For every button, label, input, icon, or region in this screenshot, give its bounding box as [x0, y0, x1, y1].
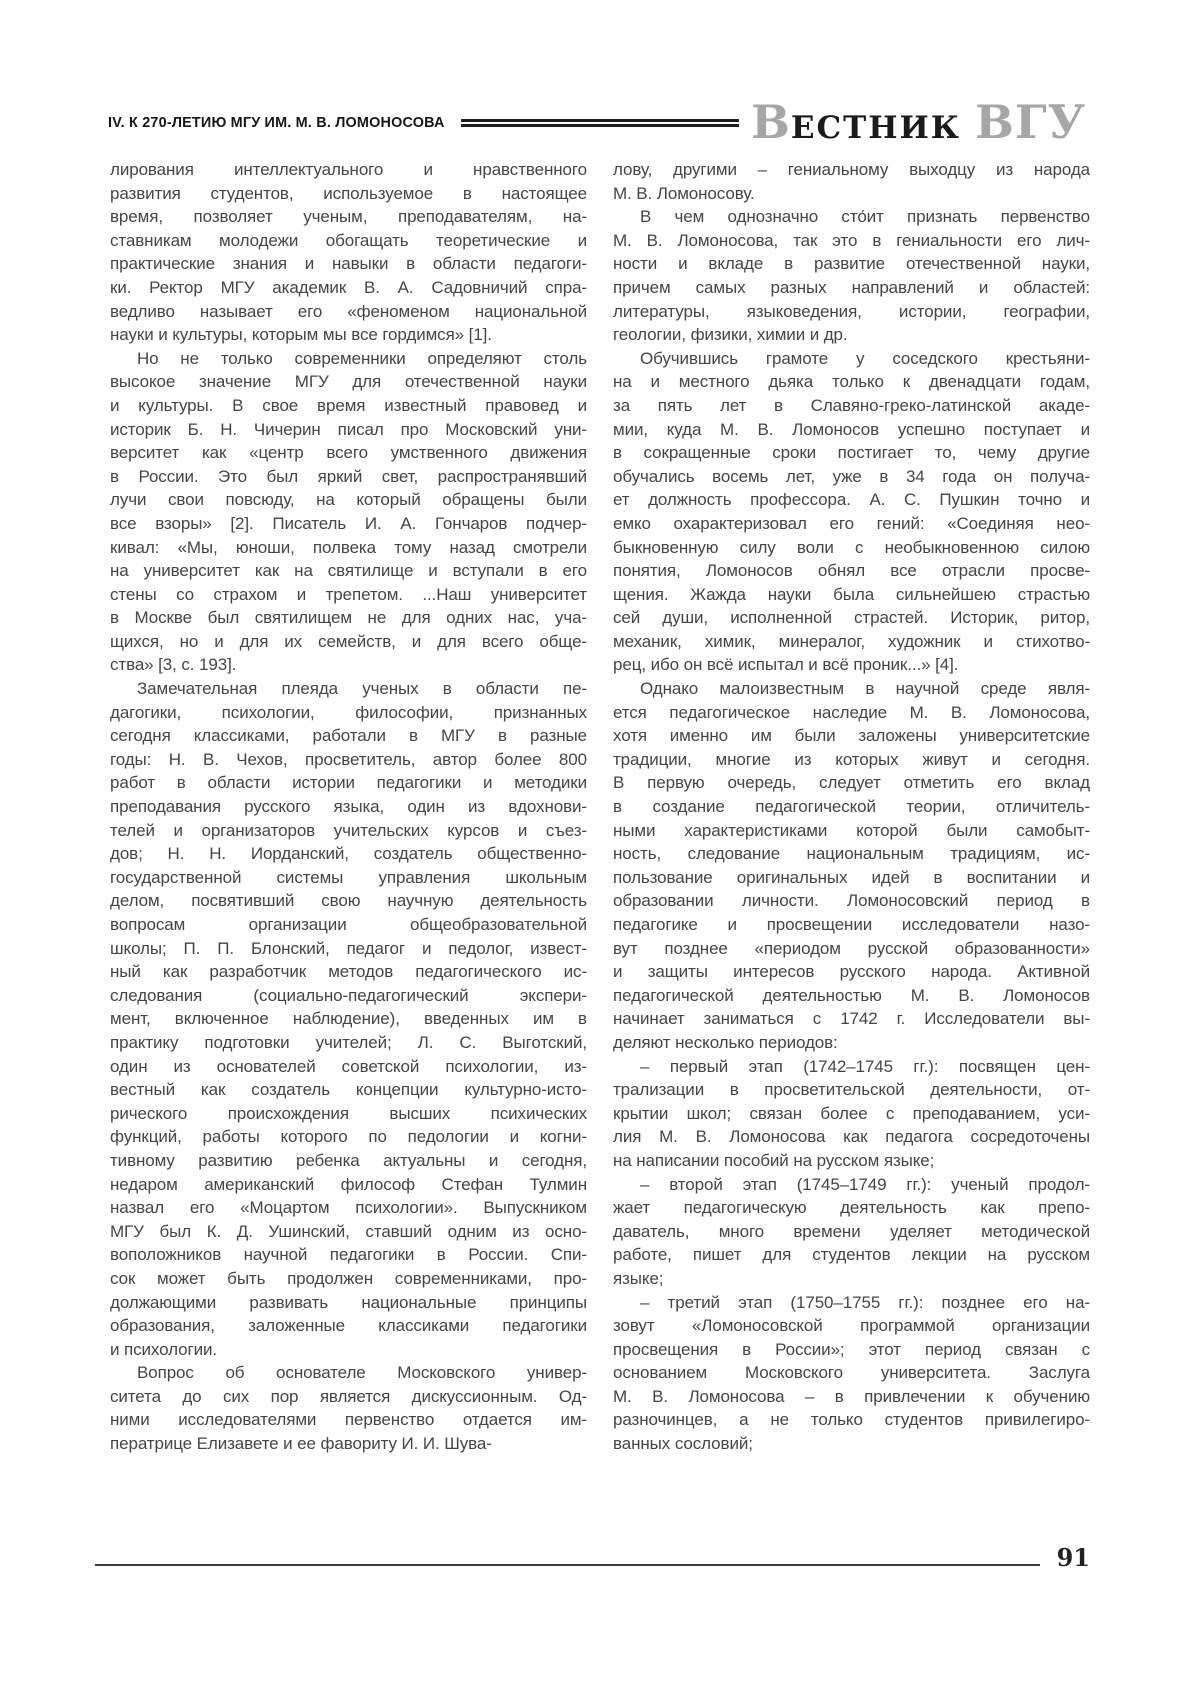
text-line: ванных сословий;	[613, 1434, 753, 1454]
text-line: на университет как на святилище и вступали в его	[110, 561, 587, 581]
text-line: пользование оригинальных идей в воспитании и	[613, 867, 1090, 887]
text-line: ператрице Елизавете и ее фавориту И. И. Шува-	[110, 1434, 492, 1454]
text-line: разночинцев, а не только студентов привилегиро-	[613, 1410, 1090, 1430]
paragraph	[613, 158, 1090, 205]
text-line: стены со страхом и трепетом. ...Наш университет	[110, 584, 587, 604]
text-line: ный как разработчик методов педагогического ис-	[110, 962, 587, 982]
text-line: М. В. Ломоносова, так это в гениальности его лич-	[613, 230, 1090, 250]
text-line: науки и культуры, которым мы все гордимся» [1].	[110, 325, 492, 345]
text-line: начинает заниматься с 1742 г. Исследователи вы-	[613, 1009, 1090, 1029]
text-line: верситет как «центр всего умственного движения	[110, 443, 587, 463]
text-line: Однако малоизвестным в научной среде явля-	[640, 679, 1090, 699]
text-line: механик, химик, минералог, художник и стихотво-	[613, 631, 1090, 651]
text-line: все взоры» [2]. Писатель И. А. Гончаров подчер-	[110, 513, 587, 533]
text-line: в Москве был святилищем не для одних нас, уча-	[110, 608, 587, 628]
text-line: преподавания русского языка, один из вдохнови-	[110, 797, 587, 817]
text-line: хотя именно им были заложены университетские	[613, 726, 1090, 746]
text-line: недаром американский философ Стефан Тулмин	[110, 1174, 587, 1194]
paragraph	[110, 158, 587, 347]
text-line: образовании личности. Ломоносовский период в	[613, 891, 1090, 911]
text-line: В чем однозначно сто́ит признать первенство	[640, 207, 1090, 227]
page-number: 91	[1056, 1543, 1090, 1572]
text-line: в России. Это был яркий свет, распространявший	[110, 466, 587, 486]
text-line: Вопрос об основателе Московского универ-	[137, 1363, 587, 1383]
paragraph	[613, 205, 1090, 347]
left-column	[110, 158, 587, 1456]
text-line: сей души, исполненной страстей. Историк, ритор,	[613, 608, 1090, 628]
text-line: ведливо называет его «феноменом национальной	[110, 301, 587, 321]
footer-rule	[95, 1564, 1040, 1566]
text-line: работе, пишет для студентов лекции на русском	[613, 1245, 1090, 1265]
text-line: практику подготовки учителей; Л. С. Выготский,	[110, 1032, 587, 1052]
text-line: дагогики, психологии, философии, признанных	[110, 702, 587, 722]
text-line: мии, куда М. В. Ломоносов успешно поступает и	[613, 419, 1090, 439]
text-line: лирования интеллектуального и нравственного	[110, 160, 587, 179]
text-line: – второй этап (1745–1749 гг.): ученый продол-	[640, 1174, 1090, 1194]
text-line: ными характеристиками которой были самобыт-	[613, 820, 1090, 840]
text-line: М. В. Ломоносова – в привлечении к обучению	[613, 1386, 1090, 1406]
text-line: телей и организаторов учительских курсов и съез-	[110, 820, 587, 840]
text-line: МГУ был К. Д. Ушинский, ставший одним из осно-	[110, 1221, 587, 1241]
text-line: лия М. В. Ломоносова как педагога сосредоточены	[613, 1127, 1090, 1147]
text-line: ними исследователями первенство отдается им-	[110, 1410, 587, 1430]
text-line: сок может быть продолжен современниками, про-	[110, 1268, 587, 1288]
paragraph	[110, 677, 587, 1361]
section-title: IV. К 270-ЛЕТИЮ МГУ ИМ. М. В. ЛОМОНОСОВА	[108, 113, 445, 131]
text-line: крытии школ; связан более с преподаванием, уси-	[613, 1103, 1090, 1123]
text-line: и психологии.	[110, 1339, 217, 1359]
text-line: вопросам организации общеобразовательной	[110, 915, 587, 934]
text-line: щения. Жажда науки была сильнейшею страстью	[613, 584, 1090, 604]
text-line: деляют несколько периодов:	[613, 1032, 838, 1052]
logo-word-rest: ЕСТНИК	[790, 110, 962, 146]
text-line: основанием Московского университета. Заслуга	[613, 1363, 1090, 1383]
paragraph	[613, 1291, 1090, 1456]
text-line: жает педагогическую деятельность как препо-	[613, 1198, 1090, 1218]
text-line: зовут «Ломоносовской программой организации	[613, 1316, 1090, 1336]
text-line: дов; Н. Н. Иорданский, создатель общественно-	[110, 844, 587, 864]
text-line: педагогике и просвещении исследователи назо-	[613, 915, 1090, 934]
text-line: ется педагогическое наследие М. В. Ломоносова,	[613, 702, 1090, 722]
text-line: мент, включенное наблюдение), введенных им в	[110, 1009, 587, 1029]
text-line: в создание педагогической теории, отличитель-	[613, 797, 1090, 817]
text-line: на и местного дьяка только к двенадцати годам,	[613, 372, 1090, 392]
text-line: тивному развитию ребенка актуальны и сегодня,	[110, 1150, 587, 1170]
right-column	[613, 158, 1090, 1456]
logo-initial-letter: В	[750, 95, 791, 149]
text-line: Обучившись грамоте у соседского крестьяни-	[640, 348, 1090, 368]
text-line: назвал его «Моцартом психологии». Выпускником	[110, 1198, 587, 1218]
text-line: воположников научной педагогики в России. Спи-	[110, 1245, 587, 1265]
text-line: сегодня классиками, работали в МГУ в разные	[110, 726, 587, 746]
header-double-rule	[461, 119, 739, 127]
text-line: ности и вкладе в развитие отечественной науки,	[613, 254, 1090, 274]
text-line: функций, работы которого по педологии и когни-	[110, 1127, 587, 1147]
text-line: должающими развивать национальные принципы	[110, 1292, 587, 1312]
text-line: ность, следование национальным традициям, ис-	[613, 844, 1090, 864]
text-line: литературы, языковедения, истории, географии,	[613, 301, 1090, 321]
text-line: трализации в просветительской деятельности, от-	[613, 1080, 1090, 1100]
text-line: педагогической деятельностью М. В. Ломоносов	[613, 985, 1090, 1005]
text-line: делом, посвятивший свою научную деятельность	[110, 891, 587, 911]
text-line: В первую очередь, следует отметить его вклад	[613, 773, 1090, 793]
text-line: языке;	[613, 1268, 664, 1288]
text-line: лучи свои повсюду, на который обращены были	[110, 490, 587, 510]
text-line: ки. Ректор МГУ академик В. А. Садовничий спра-	[110, 277, 587, 297]
paragraph	[613, 1055, 1090, 1173]
text-line: Но не только современники определяют столь	[137, 348, 587, 368]
text-line: ет должность профессора. А. С. Пушкин точно и	[613, 490, 1090, 510]
text-line: рец, ибо он всё испытал и всё проник...» [4].	[613, 655, 959, 675]
logo-org-abbr: ВГУ	[975, 95, 1086, 149]
paragraph	[110, 1361, 587, 1455]
paragraph	[613, 1173, 1090, 1291]
text-line: – третий этап (1750–1755 гг.): позднее его на-	[640, 1292, 1090, 1312]
text-line: традиции, многие из которых живут и сегодня.	[613, 749, 1090, 769]
text-line: работ в области истории педагогики и методики	[110, 773, 587, 793]
text-line: причем самых разных направлений и областей:	[613, 277, 1090, 297]
text-line: вестный как создатель концепции культурно-исто-	[110, 1080, 587, 1100]
article-body	[110, 158, 1090, 1456]
text-line: ставникам молодежи обогащать теоретические и	[110, 230, 587, 250]
text-line: историк Б. Н. Чичерин писал про Московский уни-	[110, 419, 587, 439]
text-line: высокое значение МГУ для отечественной науки	[110, 372, 587, 392]
text-line: понятия, Ломоносов обнял все отрасли просве-	[613, 561, 1090, 581]
text-line: развития студентов, используемое в настоящее	[110, 183, 587, 203]
text-line: государственной системы управления школьным	[110, 867, 587, 887]
text-line: за пять лет в Славяно-греко-латинской акаде-	[613, 395, 1090, 415]
text-line: кивал: «Мы, юноши, полвека тому назад смотрели	[110, 537, 587, 557]
page-header	[108, 95, 1086, 149]
text-line: школы; П. П. Блонский, педагог и педолог, извест-	[110, 938, 587, 958]
journal-logo	[750, 95, 1086, 149]
text-line: практические знания и навыки в области педагоги-	[110, 254, 587, 274]
text-line: образования, заложенные классиками педагогики	[110, 1316, 587, 1336]
text-line: рического происхождения высших психических	[110, 1103, 587, 1123]
text-line: просвещения в России»; этот период связан с	[613, 1339, 1090, 1359]
text-line: вут позднее «периодом русской образованности»	[613, 938, 1090, 958]
text-line: следования (социально-педагогический экспери-	[110, 985, 587, 1005]
text-line: М. В. Ломоносову.	[613, 183, 755, 203]
text-line: на написании пособий на русском языке;	[613, 1150, 935, 1170]
text-line: в сокращенные сроки постигает то, чему другие	[613, 443, 1090, 463]
text-line: ства» [3, с. 193].	[110, 655, 237, 675]
text-line: годы: Н. В. Чехов, просветитель, автор более 800	[110, 749, 587, 769]
text-line: Замечательная плеяда ученых в области пе-	[137, 679, 587, 699]
text-line: и культуры. В свое время известный правовед и	[110, 395, 587, 415]
text-line: лову, другими – гениальному выходцу из народа	[613, 160, 1090, 179]
text-line: – первый этап (1742–1745 гг.): посвящен цен-	[640, 1056, 1090, 1076]
text-line: быкновенную силу воли с необыкновенною силою	[613, 537, 1090, 557]
text-line: ситета до сих пор является дискуссионным. Од-	[110, 1386, 587, 1406]
text-line: один из основателей советской психологии, из-	[110, 1056, 587, 1076]
text-line: обучались восемь лет, уже в 34 года он получа-	[613, 466, 1090, 486]
paragraph	[613, 677, 1090, 1055]
text-line: и защиты интересов русского народа. Активной	[613, 962, 1090, 982]
text-line: геологии, физики, химии и др.	[613, 325, 848, 345]
text-line: даватель, много времени уделяет методической	[613, 1221, 1090, 1241]
text-line: время, позволяет ученым, преподавателям, на-	[110, 207, 587, 227]
paragraph	[613, 347, 1090, 677]
paragraph	[110, 347, 587, 677]
text-line: щихся, но и для их семейств, и для всего обще-	[110, 631, 587, 651]
text-line: емко охарактеризовал его гений: «Соединяя нео-	[613, 513, 1090, 533]
